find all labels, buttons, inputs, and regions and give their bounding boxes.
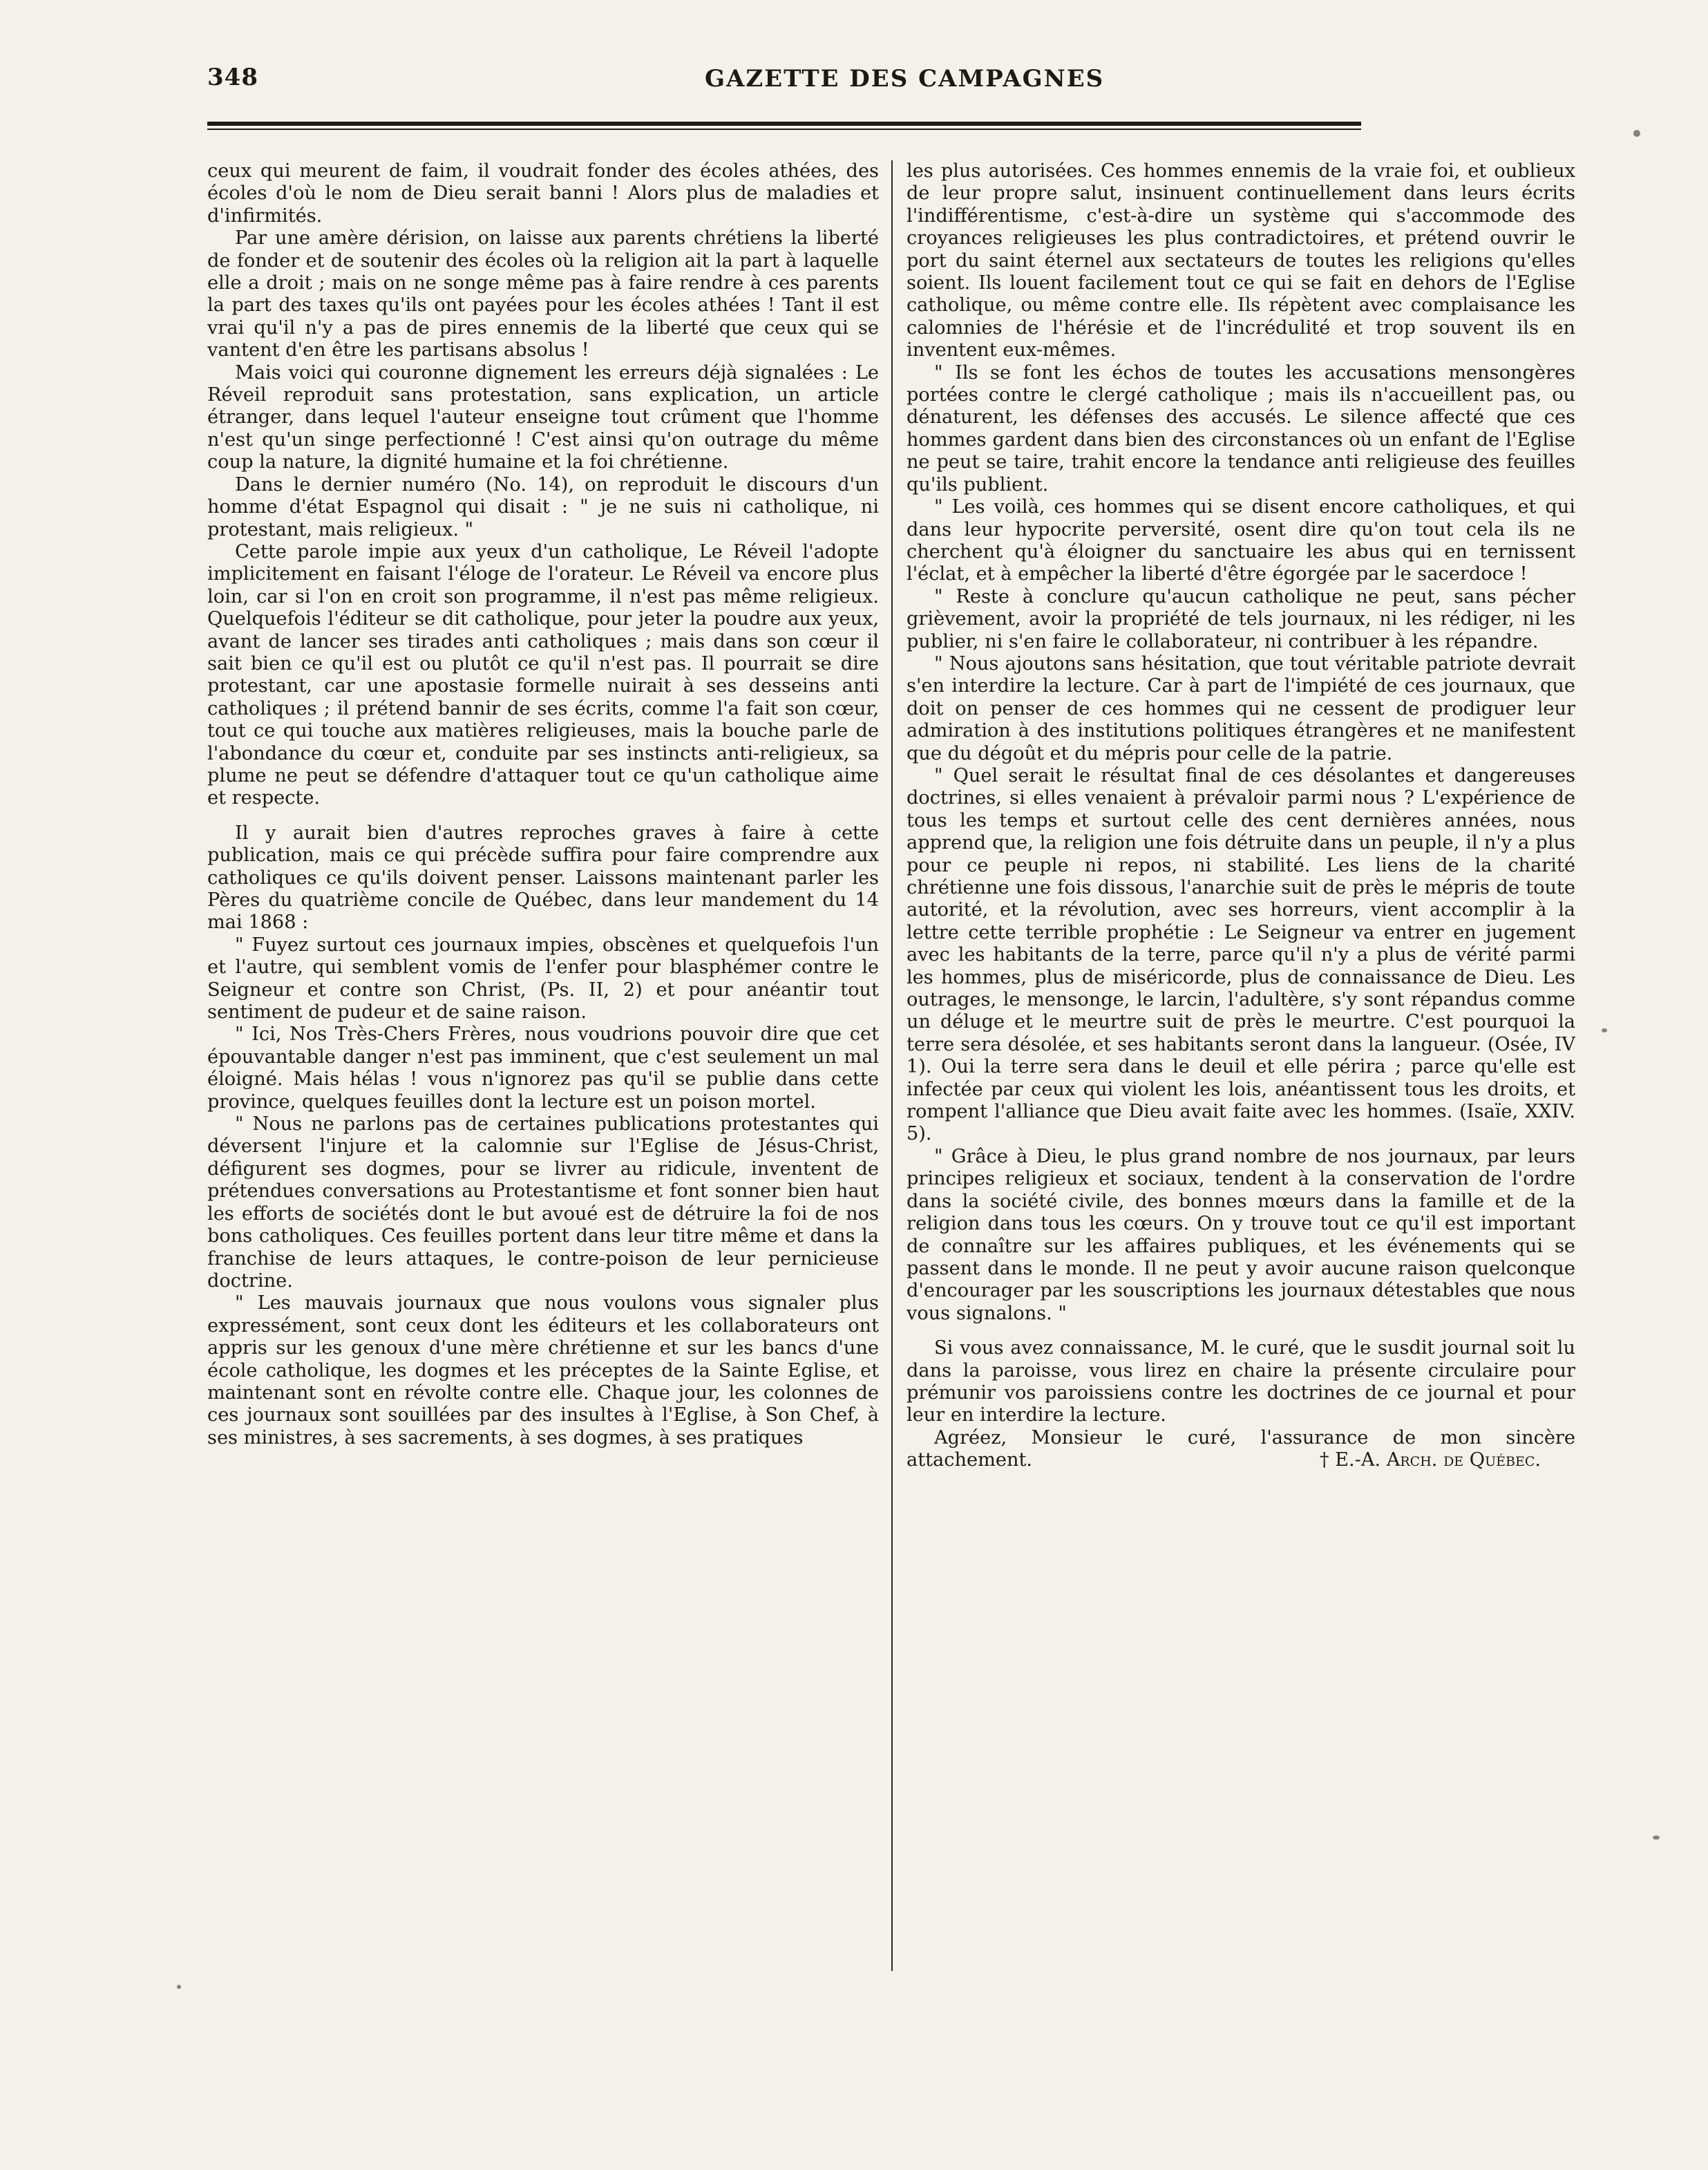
ink-speck bbox=[177, 1985, 181, 1989]
paragraph: Mais voici qui couronne dignement les erreurs déjà signalées : Le Réveil reproduit sans protestation, sans explication, un article étranger, dans lequel l'auteur enseigne tout crûment que l'homme n'est qu'un singe perfectionné ! C'est ainsi qu'on outrage du même coup la nature, la dignité humaine et la foi chrétienne. bbox=[207, 361, 879, 473]
closing-paragraph bbox=[907, 1427, 1575, 1472]
running-title: GAZETTE DES CAMPAGNES bbox=[705, 65, 1105, 93]
header-rule-thick bbox=[207, 122, 1361, 126]
header-rule-thin bbox=[207, 129, 1361, 130]
column-divider bbox=[891, 160, 893, 1971]
paragraph: Il y aurait bien d'autres reproches graves à faire à cette publication, mais ce qui précède suffira pour faire comprendre aux catholiques ce qu'ils doivent penser. Laissons maintenant parler les Pères du quatrième concile de Québec, dans leur mandement du 14 mai 1868 : bbox=[207, 822, 879, 934]
paragraph: " Les mauvais journaux que nous voulons vous signaler plus expressément, sont ceux dont les éditeurs et les collaborateurs ont appris sur les genoux d'une mère chrétienne et sur les bancs d'une école catholique, les dogmes et les préceptes de la Sainte Eglise, et maintenant sont en révolte contre elle. Chaque jour, les colonnes de ces journaux sont souillées par des insultes à l'Eglise, à Son Chef, à ses ministres, à ses sacrements, à ses dogmes, à ses pratiques bbox=[207, 1292, 879, 1449]
paragraph: Si vous avez connaissance, M. le curé, que le susdit journal soit lu dans la paroisse, vous lirez en chaire la présente circulaire pour prémunir vos paroissiens contre les doctrines de ce journal et pour leur en interdire la lecture. bbox=[907, 1337, 1575, 1426]
ink-speck bbox=[1633, 130, 1640, 137]
paragraph: " Ils se font les échos de toutes les accusations mensongères portées contre le clergé catholique ; mais ils n'accueillent pas, ou dénaturent, les défenses des accusés. Le silence affecté que ces hommes gardent dans bien des circonstances où un enfant de l'Eglise ne peut se taire, trahit encore la tendance anti religieuse des feuilles qu'ils publient. bbox=[907, 361, 1575, 496]
ink-speck bbox=[1653, 1836, 1660, 1840]
paragraph: ceux qui meurent de faim, il voudrait fonder des écoles athées, des écoles d'où le nom de Dieu serait banni ! Alors plus de maladies et d'infirmités. bbox=[207, 160, 879, 227]
paragraph: " Les voilà, ces hommes qui se disent encore catholiques, et qui dans leur hypocrite perversité, osent dire qu'on tout cela ils ne cherchent qu'à éloigner du sanctuaire les abus qui en ternissent l'éclat, et à empêcher la liberté d'être égorgée par le sacerdoce ! bbox=[907, 496, 1575, 585]
signature: † E.-A. Arch. de Québec. bbox=[1319, 1449, 1541, 1471]
paragraph: " Fuyez surtout ces journaux impies, obscènes et quelquefois l'un et l'autre, qui semblent vomis de l'enfer pour blasphémer contre le Seigneur et contre son Christ, (Ps. II, 2) et pour anéantir tout sentiment de pudeur et de saine raison. bbox=[207, 934, 879, 1023]
closing-text: Agréez, Monsieur le curé, l'assurance de mon sincère attachement. bbox=[907, 1426, 1575, 1471]
paragraph: " Ici, Nos Très-Chers Frères, nous voudrions pouvoir dire que cet épouvantable danger n'est pas imminent, que c'est seulement un mal éloigné. Mais hélas ! vous n'ignorez pas qu'il se publie dans cette province, quelques feuilles dont la lecture est un poison mortel. bbox=[207, 1023, 879, 1113]
ink-speck bbox=[1602, 1028, 1607, 1032]
paragraph: Cette parole impie aux yeux d'un catholique, Le Réveil l'adopte implicitement en faisant l'éloge de l'orateur. Le Réveil va encore plus loin, car si l'on en croit son programme, il n'est pas même religieux. Quelquefois l'éditeur se dit catholique, pour jeter la poudre aux yeux, avant de lancer ses tirades anti catholiques ; mais dans son cœur il sait bien ce qu'il est ou plutôt ce qu'il n'est pas. Il pourrait se dire protestant, car une apostasie formelle nuirait à ses desseins anti catholiques ; il prétend bannir de ses écrits, comme l'a fait son cœur, tout ce qui touche aux matières religieuses, mais la bouche parle de l'abondance du cœur et, conduite par ses instincts anti-religieux, sa plume ne peut se défendre d'attaquer tout ce qu'un catholique aime et respecte. bbox=[207, 540, 879, 809]
paragraph: " Grâce à Dieu, le plus grand nombre de nos journaux, par leurs principes religieux et sociaux, tendent à la conservation de l'ordre dans la société civile, des bonnes mœurs dans la famille et de la religion dans tous les cœurs. On y trouve tout ce qu'il est important de connaître sur les affaires publiques, et les événements qui se passent dans le monde. Il ne peut y avoir aucune raison quelconque d'encourager par les souscriptions les journaux détestables que nous vous signalons. " bbox=[907, 1145, 1575, 1324]
page-header bbox=[207, 64, 1354, 105]
paragraph: " Nous ne parlons pas de certaines publications protestantes qui déversent l'injure et la calomnie sur l'Eglise de Jésus-Christ, défigurent ses dogmes, pour se livrer au ridicule, inventent de prétendues conversations au Protestantisme et font sonner bien haut les efforts de sociétés dont le but avoué est de détruire la foi de nos bons catholiques. Ces feuilles portent dans leur titre même et dans la franchise de leurs attaques, le contre-poison de leur pernicieuse doctrine. bbox=[207, 1113, 879, 1292]
paragraph: les plus autorisées. Ces hommes ennemis de la vraie foi, et oublieux de leur propre salut, insinuent continuellement dans leurs écrits l'indifférentisme, c'est-à-dire un système qui s'accommode des croyances religieuses les plus contradictoires, et prétend ouvrir le port du saint éternel aux sectateurs de toutes les religions qu'elles soient. Ils louent facilement tout ce qui se fait en dehors de l'Eglise catholique, ou même contre elle. Ils répètent avec complaisance les calomnies de l'hérésie et de l'incrédulité et trop souvent ils en inventent eux-mêmes. bbox=[907, 160, 1575, 361]
paragraph: " Nous ajoutons sans hésitation, que tout véritable patriote devrait s'en interdire la lecture. Car à part de l'impiété de ces journaux, que doit on penser de ces hommes qui ne cessent de prodiguer leur admiration à des institutions politiques étrangères et ne manifestent que du dégoût et du mépris pour celle de la patrie. bbox=[907, 652, 1575, 764]
paragraph: " Reste à conclure qu'aucun catholique ne peut, sans pécher grièvement, avoir la propriété de tels journaux, ni les rédiger, ni les publier, ni s'en faire le collaborateur, ni contribuer à les répandre. bbox=[907, 585, 1575, 652]
paragraph: Par une amère dérision, on laisse aux parents chrétiens la liberté de fonder et de soutenir des écoles où la religion ait la part à laquelle elle a droit ; mais on ne songe même pas à faire rendre à ces parents la part des taxes qu'ils ont payées pour les écoles athées ! Tant il est vrai qu'il n'y a pas de pires ennemis de la liberté que ceux qui se vantent d'en être les partisans absolus ! bbox=[207, 227, 879, 361]
right-column bbox=[907, 160, 1575, 2116]
page-number: 348 bbox=[207, 64, 258, 91]
left-column bbox=[207, 160, 879, 2116]
paragraph: Dans le dernier numéro (No. 14), on reproduit le discours d'un homme d'état Espagnol qui disait : " je ne suis ni catholique, ni protestant, mais religieux. " bbox=[207, 473, 879, 540]
paragraph: " Quel serait le résultat final de ces désolantes et dangereuses doctrines, si elles venaient à prévaloir parmi nous ? L'expérience de tous les temps et surtout celle des cent dernières années, nous apprend que, la religion une fois détruite dans un peuple, il n'y a plus pour ce peuple ni repos, ni stabilité. Les liens de la charité chrétienne une fois dissous, l'anarchie suit de près le mépris de toute autorité, et la révolution, avec ses horreurs, vient accomplir à la lettre cette terrible prophétie : Le Seigneur va entrer en jugement avec les habitants de la terre, parce qu'il n'y a plus de vérité parmi les hommes, plus de miséricorde, plus de connaissance de Dieu. Les outrages, le mensonge, le larcin, l'adultère, s'y sont répandus comme un déluge et le meurtre suit de près le meurtre. C'est pourquoi la terre sera désolée, et ses habitants seront dans la langueur. (Osée, IV 1). Oui la terre sera dans le deuil et elle périra ; parce qu'elle est infectée par ceux qui violent les lois, anéantissent tous les droits, et rompent l'alliance que Dieu avait faite avec les hommes. (Isaïe, XXIV. 5). bbox=[907, 764, 1575, 1145]
